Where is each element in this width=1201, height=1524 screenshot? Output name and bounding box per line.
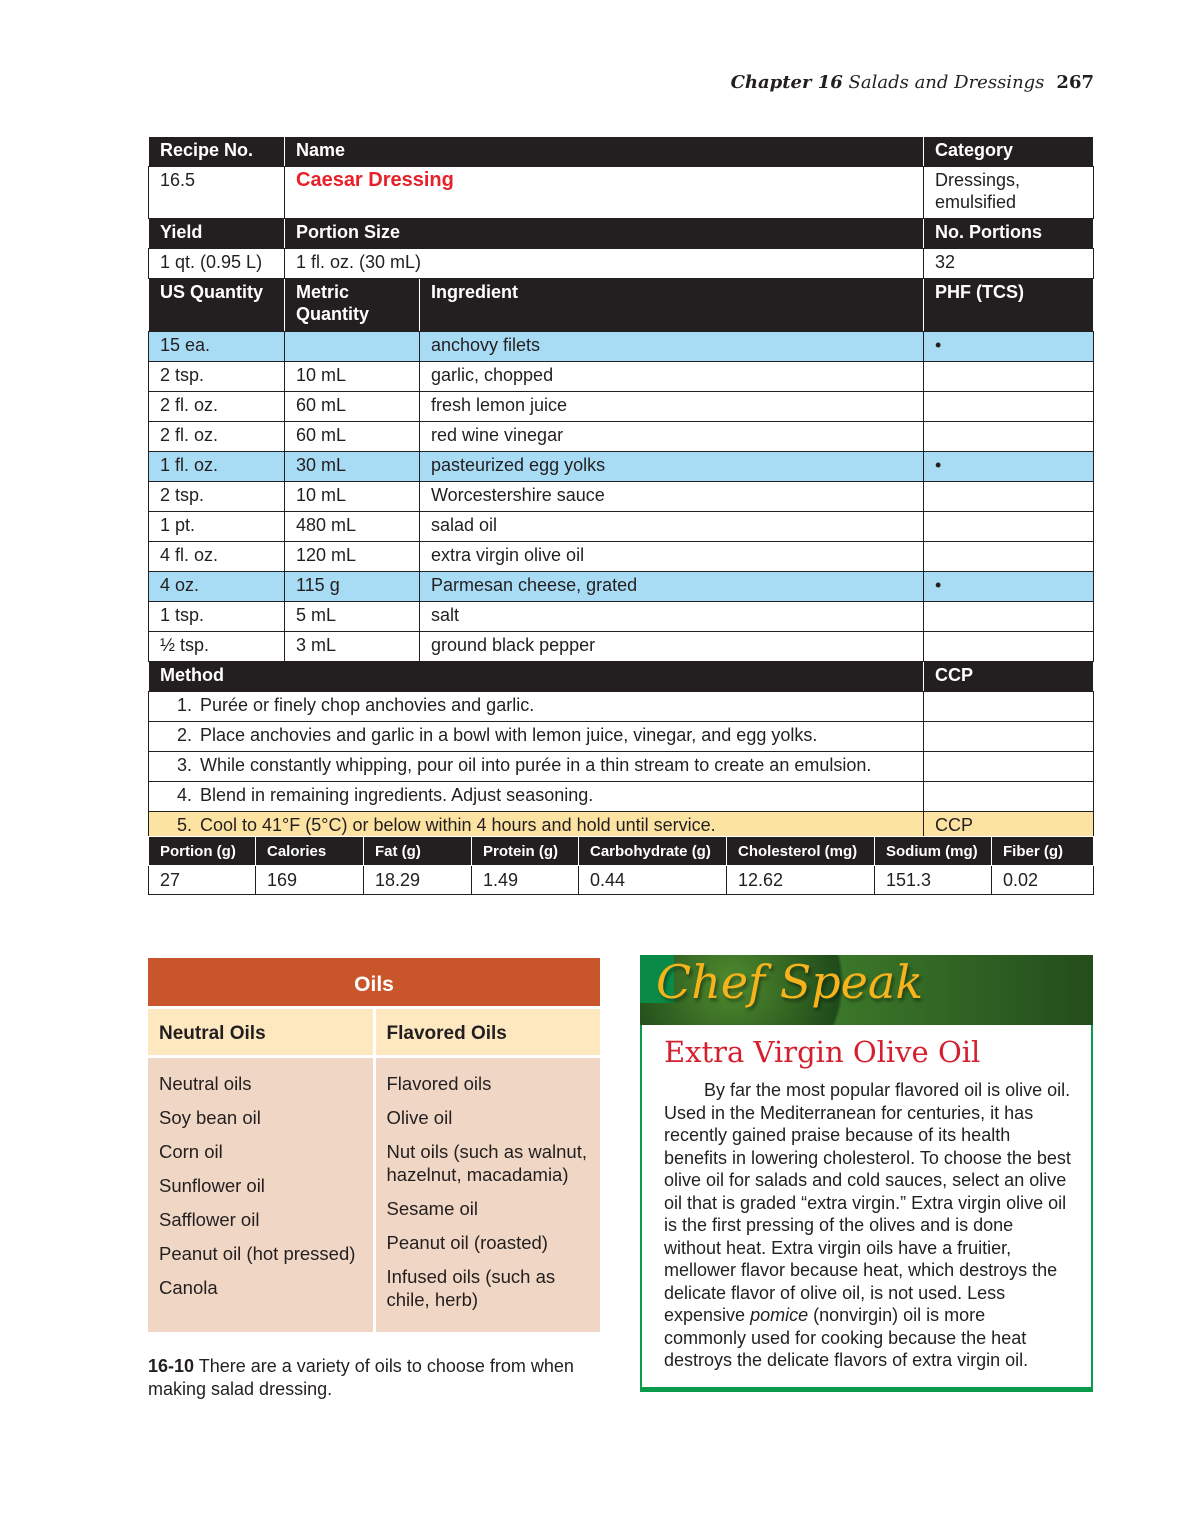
- neutral-oil-item: Corn oil: [159, 1141, 223, 1162]
- ingredient-row: [149, 632, 1094, 662]
- neutral-oil-item: Sunflower oil: [159, 1175, 265, 1196]
- nutrition-value: 27: [149, 866, 256, 895]
- recipe-no: 16.5: [149, 167, 285, 219]
- ingredient-us: 2 tsp.: [149, 362, 285, 392]
- flavored-oil-item: Peanut oil (roasted): [386, 1232, 548, 1253]
- figure-caption: [148, 1355, 608, 1401]
- ingredient-phf: [924, 392, 1094, 422]
- flavored-oils-list: [376, 1072, 601, 1311]
- neutral-oils-header: Neutral Oils: [148, 1006, 373, 1058]
- ingredient-name: Parmesan cheese, grated: [420, 572, 924, 602]
- step-number: 4.: [176, 785, 192, 805]
- method-step: [149, 782, 1094, 812]
- flavored-oil-item: Olive oil: [386, 1107, 453, 1128]
- ingredient-name: extra virgin olive oil: [420, 542, 924, 572]
- metric-qty-header: Metric Quantity: [285, 279, 420, 332]
- flavored-oil-item: Infused oils (such as chile, herb): [386, 1266, 556, 1310]
- caption-text: There are a variety of oils to choose from when making salad dressing.: [148, 1356, 574, 1399]
- ingredient-us: 2 fl. oz.: [149, 422, 285, 452]
- no-portions: 32: [924, 249, 1094, 279]
- nutrition-value: 151.3: [875, 866, 992, 895]
- nutrition-header: Cholesterol (mg): [727, 837, 875, 866]
- nutrition-header: Calories: [256, 837, 364, 866]
- ingredient-name: pasteurized egg yolks: [420, 452, 924, 482]
- ingredient-row: [149, 332, 1094, 362]
- sidebar-title: Extra Virgin Olive Oil: [664, 1035, 981, 1069]
- ingredient-row: [149, 452, 1094, 482]
- method-step: [149, 752, 1094, 782]
- ingredient-row: [149, 392, 1094, 422]
- nutrition-value: 12.62: [727, 866, 875, 895]
- flavored-oil-item: Sesame oil: [386, 1198, 479, 1219]
- figure-number: 16-10: [148, 1356, 195, 1376]
- ingredient-header: Ingredient: [420, 279, 924, 332]
- portion-header: Portion Size: [285, 219, 924, 249]
- ingredient-name: salt: [420, 602, 924, 632]
- ingredient-metric: 10 mL: [285, 482, 420, 512]
- yield: 1 qt. (0.95 L): [149, 249, 285, 279]
- step-text: Blend in remaining ingredients. Adjust seasoning.: [200, 785, 594, 805]
- ingredient-metric: 30 mL: [285, 452, 420, 482]
- step-ccp: CCP: [924, 812, 1094, 842]
- neutral-oils-list: [148, 1072, 373, 1299]
- ingredient-row: [149, 572, 1094, 602]
- ingredient-row: [149, 362, 1094, 392]
- ingredient-metric: 10 mL: [285, 362, 420, 392]
- ingredient-phf: [924, 422, 1094, 452]
- body-text-2: (nonvirgin) oil is more commonly used for cooking because the heat destroys the delicate flavors of extra virgin oil.: [664, 1305, 1029, 1370]
- step-ccp: [924, 692, 1094, 722]
- ingredient-phf: [924, 482, 1094, 512]
- step-number: 2.: [176, 725, 192, 745]
- recipe-no-header: Recipe No.: [149, 137, 285, 167]
- ingredient-phf: •: [924, 572, 1094, 602]
- ingredient-us: ½ tsp.: [149, 632, 285, 662]
- nutrition-value: 0.44: [579, 866, 727, 895]
- ingredient-metric: 60 mL: [285, 422, 420, 452]
- ingredient-us: 2 fl. oz.: [149, 392, 285, 422]
- method-step: [149, 692, 1094, 722]
- nutrition-table: [148, 836, 1094, 895]
- nutrition-value: 0.02: [992, 866, 1094, 895]
- step-ccp: [924, 722, 1094, 752]
- phf-header: PHF (TCS): [924, 279, 1094, 332]
- portion-size: 1 fl. oz. (30 mL): [285, 249, 924, 279]
- ingredient-row: [149, 602, 1094, 632]
- ingredient-name: red wine vinegar: [420, 422, 924, 452]
- ccp-header: CCP: [924, 662, 1094, 692]
- ingredient-row: [149, 542, 1094, 572]
- chapter-title: Salads and Dressings: [848, 72, 1045, 93]
- ingredient-us: 15 ea.: [149, 332, 285, 362]
- step-ccp: [924, 752, 1094, 782]
- recipe-card: [148, 136, 1094, 842]
- ingredient-us: 1 tsp.: [149, 602, 285, 632]
- ingredient-metric: 60 mL: [285, 392, 420, 422]
- ingredient-name: ground black pepper: [420, 632, 924, 662]
- nutrition-header: Carbohydrate (g): [579, 837, 727, 866]
- neutral-oil-item: Safflower oil: [159, 1209, 260, 1230]
- body-emphasis: pomice: [750, 1305, 809, 1325]
- step-text: Place anchovies and garlic in a bowl with lemon juice, vinegar, and egg yolks.: [200, 725, 818, 745]
- ingredient-metric: 3 mL: [285, 632, 420, 662]
- ingredient-us: 1 pt.: [149, 512, 285, 542]
- body-text-1: By far the most popular flavored oil is olive oil. Used in the Mediterranean for centuries, it has recently gained praise because of its health benefits in lowering cholesterol. To choose the best olive oil for salads and cold sauces, select an olive oil that is graded “extra virgin.” Extra virgin olive oil is the first pressing of the olives and is done without heat. Extra virgin oils have a fruitier, mellower flavor because heat, which destroys the delicate flavor of olive oil, is not used. Less expensive: [664, 1080, 1071, 1325]
- method-header: Method: [149, 662, 924, 692]
- step-number: 5.: [176, 815, 192, 835]
- ingredient-metric: 480 mL: [285, 512, 420, 542]
- ingredient-phf: [924, 542, 1094, 572]
- name-header: Name: [285, 137, 924, 167]
- ingredient-phf: [924, 602, 1094, 632]
- ingredient-name: anchovy filets: [420, 332, 924, 362]
- ingredient-name: garlic, chopped: [420, 362, 924, 392]
- ingredient-phf: [924, 632, 1094, 662]
- recipe-name: Caesar Dressing: [296, 169, 454, 191]
- neutral-oil-item: Canola: [159, 1277, 218, 1298]
- method-step: [149, 722, 1094, 752]
- nutrition-header: Fiber (g): [992, 837, 1094, 866]
- ingredient-us: 4 fl. oz.: [149, 542, 285, 572]
- chapter-label: Chapter 16: [730, 72, 843, 93]
- nutrition-header: Portion (g): [149, 837, 256, 866]
- neutral-oil-item: Peanut oil (hot pressed): [159, 1243, 356, 1264]
- neutral-oil-item: Soy bean oil: [159, 1107, 261, 1128]
- step-number: 3.: [176, 755, 192, 775]
- nutrition-value: 18.29: [364, 866, 472, 895]
- running-header: [731, 72, 1094, 93]
- ingredient-metric: 5 mL: [285, 602, 420, 632]
- step-text: Cool to 41°F (5°C) or below within 4 hours and hold until service.: [200, 815, 716, 835]
- ingredient-row: [149, 422, 1094, 452]
- nutrition-header: Sodium (mg): [875, 837, 992, 866]
- us-qty-header: US Quantity: [149, 279, 285, 332]
- ingredient-name: salad oil: [420, 512, 924, 542]
- ingredient-name: fresh lemon juice: [420, 392, 924, 422]
- ingredient-us: 4 oz.: [149, 572, 285, 602]
- ingredient-phf: •: [924, 452, 1094, 482]
- chef-speak-logo: Chef Speak: [656, 955, 924, 1009]
- nutrition-value: 169: [256, 866, 364, 895]
- oils-title: Oils: [148, 958, 600, 1006]
- ingredient-row: [149, 482, 1094, 512]
- yield-header: Yield: [149, 219, 285, 249]
- step-text: Purée or finely chop anchovies and garlic.: [200, 695, 535, 715]
- chef-speak-sidebar: [640, 955, 1093, 1397]
- chef-speak-banner: [640, 955, 1093, 1025]
- step-ccp: [924, 782, 1094, 812]
- category-header: Category: [924, 137, 1094, 167]
- ingredient-metric: 120 mL: [285, 542, 420, 572]
- neutral-oil-item: Neutral oils: [159, 1073, 252, 1094]
- flavored-oil-item: Flavored oils: [386, 1073, 492, 1094]
- flavored-oils-header: Flavored Oils: [376, 1006, 601, 1058]
- recipe-category: Dressings, emulsified: [924, 167, 1094, 219]
- sidebar-body: [664, 1079, 1071, 1372]
- ingredient-us: 2 tsp.: [149, 482, 285, 512]
- ingredient-phf: [924, 512, 1094, 542]
- oils-table: [148, 958, 600, 1332]
- nutrition-value: 1.49: [472, 866, 579, 895]
- step-number: 1.: [176, 695, 192, 715]
- ingredient-us: 1 fl. oz.: [149, 452, 285, 482]
- portions-header: No. Portions: [924, 219, 1094, 249]
- nutrition-header: Protein (g): [472, 837, 579, 866]
- ingredient-metric: [285, 332, 420, 362]
- ingredient-phf: •: [924, 332, 1094, 362]
- ingredient-phf: [924, 362, 1094, 392]
- step-text: While constantly whipping, pour oil into purée in a thin stream to create an emulsion.: [200, 755, 872, 775]
- page-number: 267: [1056, 72, 1094, 93]
- nutrition-header: Fat (g): [364, 837, 472, 866]
- ingredient-metric: 115 g: [285, 572, 420, 602]
- flavored-oil-item: Nut oils (such as walnut, hazelnut, macadamia): [386, 1141, 588, 1185]
- ingredient-name: Worcestershire sauce: [420, 482, 924, 512]
- ingredient-row: [149, 512, 1094, 542]
